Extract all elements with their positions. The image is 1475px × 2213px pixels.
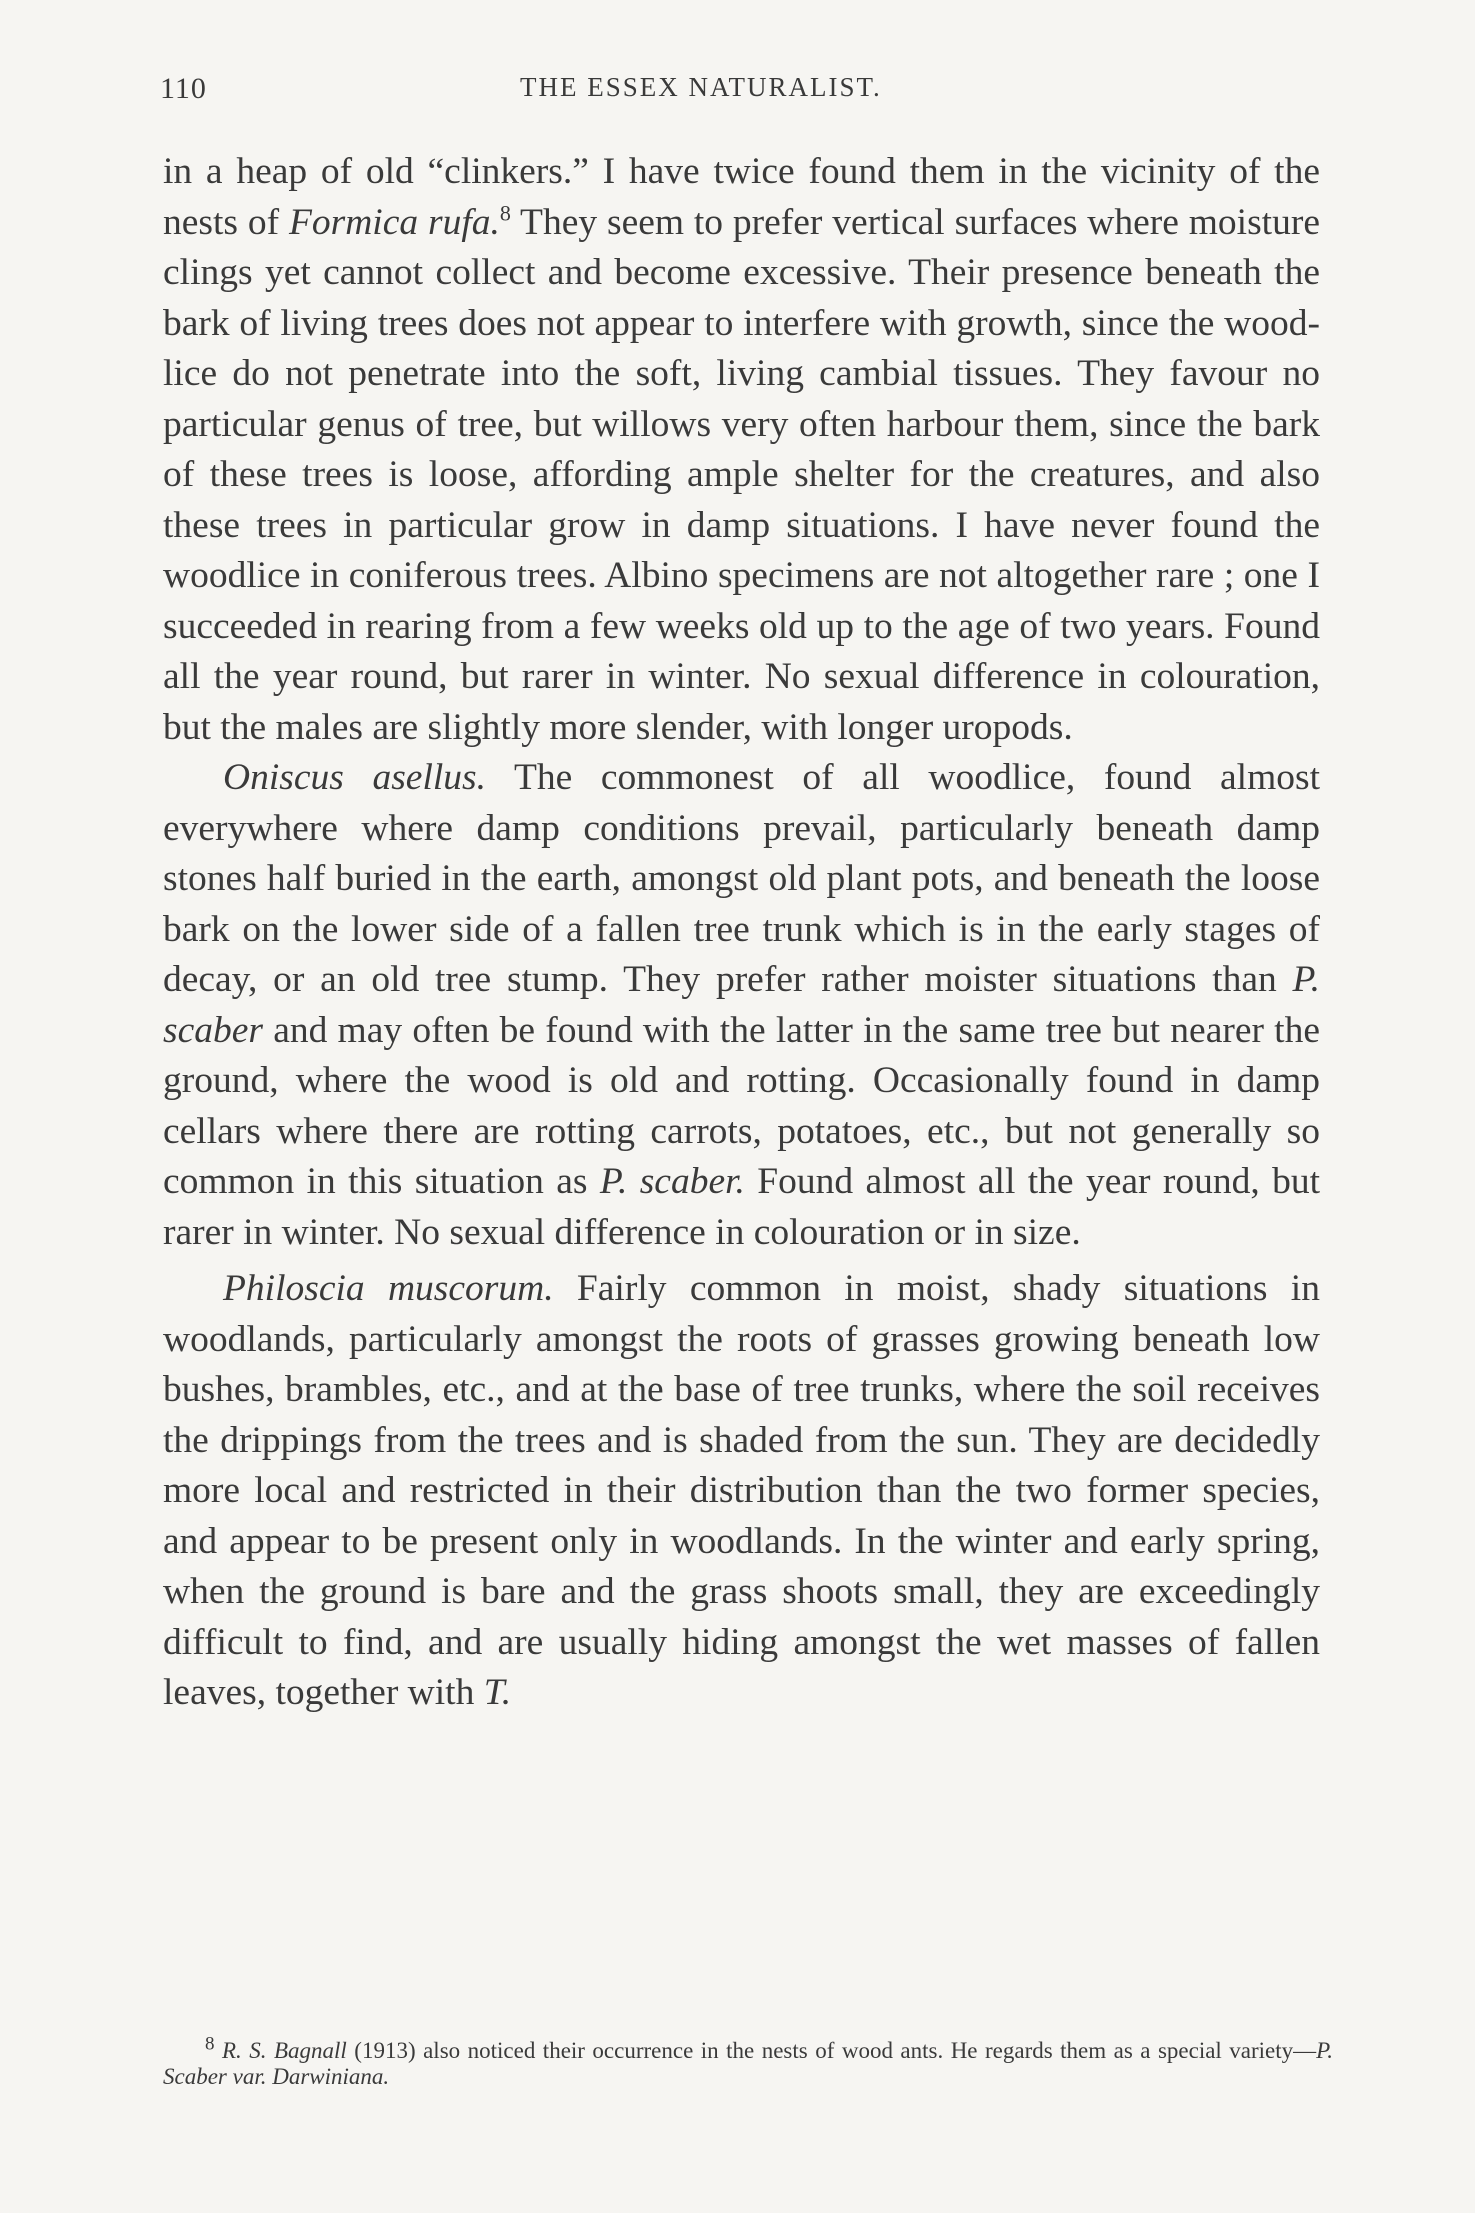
species-name-formica-rufa: Formica rufa. <box>288 201 500 243</box>
species-name-t: T. <box>483 1672 512 1713</box>
paragraph-woodlice-habitat <box>163 147 1320 753</box>
text-span: and may often be found with the latter in the same tree but nearer the ground, where the wood is old and rotting. Occasionally found in damp cellars where there are rotting carrots, potatoes, etc., but not generally so common in this situation as <box>163 1009 1320 1202</box>
page-header <box>160 72 1320 122</box>
species-name-variety: P. Scaber var. Darwiniana. <box>163 2038 1333 2089</box>
text-span: Fairly common in moist, shady situations in woodlands, particularly amongst the roots of grasses growing beneath low bushes, brambles, etc., and at the base of tree trunks, where the soil receives the drippings from the trees and is shaded from the sun. They are decidedly more local and restricted in their distribution than the two former species, and appear to be present only in woodlands. In the winter and early spring, when the ground is bare and the grass shoots small, they are exceedingly difficult to find, and are usually hiding amongst the wet masses of fallen leaves, together with <box>163 1268 1320 1713</box>
species-name-p-scaber: P. scaber. <box>599 1161 745 1202</box>
footnote-text <box>163 2033 1333 2090</box>
text-span: They seem to prefer vertical surfaces where moisture clings yet cannot collect and become excessive. Their presence beneath the bark of living trees does not appear to interfere with growth, since the wood-lice do not penetrate into the soft, living cambial tissues. They favour no particular genus of tree, but willows very often harbour them, since the bark of these trees is loose, affording ample shelter for the creatures, and also these trees in particular grow in damp situations. I have never found the woodlice in coniferous trees. Albino specimens are not altogether rare ; one I succeeded in rearing from a few weeks old up to the age of two years. Found all the year round, but rarer in winter. No sexual difference in colouration, but the males are slightly more slender, with longer uropods. <box>163 201 1320 748</box>
paragraph-philoscia-muscorum <box>163 1264 1320 1719</box>
running-title: THE ESSEX NATURALIST. <box>520 72 882 102</box>
species-name-p-scaber: P. scaber <box>163 959 1320 1051</box>
species-heading-oniscus-asellus: Oniscus asellus. <box>223 757 487 798</box>
text-span: Found almost all the year round, but rarer in winter. No sexual difference in colouration or in size. <box>163 1161 1321 1253</box>
footnote-author: R. S. Bagnall <box>221 2038 347 2063</box>
footnote-mark: 8 <box>205 2033 215 2055</box>
species-heading-philoscia-muscorum: Philoscia muscorum. <box>223 1268 554 1309</box>
footnote <box>163 2033 1333 2090</box>
page-number: 110 <box>160 72 207 105</box>
footnote-reference: 8 <box>499 200 511 225</box>
text-span: in a heap of old “clinkers.” I have twice found them in the vicinity of the nests of <box>163 151 1320 243</box>
paragraph-oniscus-asellus <box>163 753 1320 1258</box>
text-span: The commonest of all woodlice, found almost everywhere where damp conditions prevail, particularly beneath damp stones half buried in the earth, amongst old plant pots, and beneath the loose bark on the lower side of a fallen tree trunk which is in the early stages of decay, or an old tree stump. They prefer rather moister situations than <box>163 757 1321 1000</box>
text-span: (1913) also noticed their occurrence in the nests of wood ants. He regards them as a special variety— <box>346 2038 1317 2063</box>
body-text <box>163 147 1320 1719</box>
